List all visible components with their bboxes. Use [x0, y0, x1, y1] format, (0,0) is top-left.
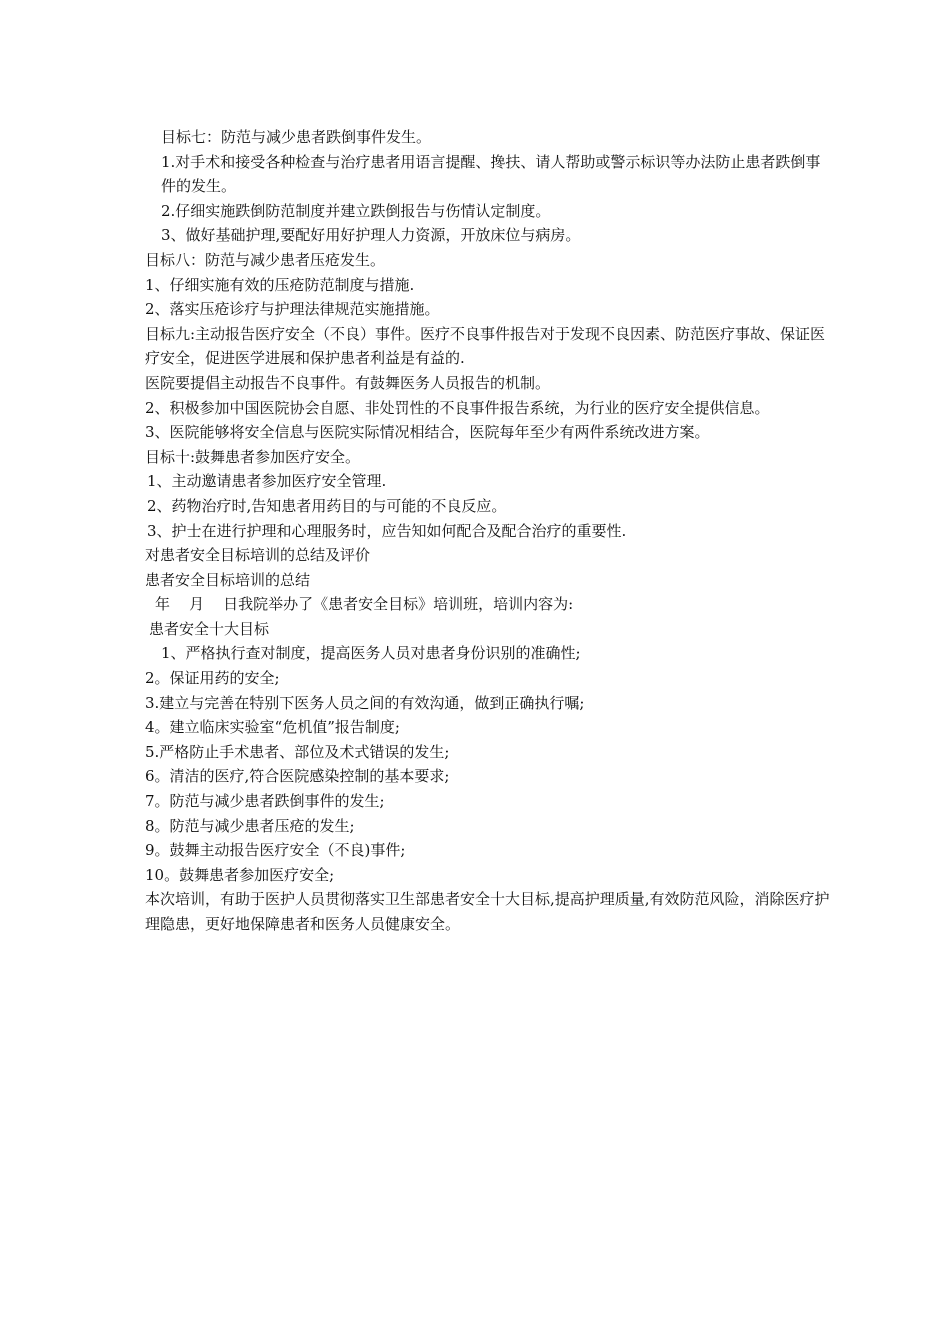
summary-title: 患者安全目标培训的总结	[145, 570, 311, 589]
goal-nine-heading: 目标九:主动报告医疗安全（不良）事件。医疗不良事件报告对于发现不良因素、防范医疗事故、保证医疗安全，促进医学进展和保护患者利益是有益的.	[145, 324, 826, 368]
ten-goals-item-8: 8。防范与减少患者压疮的发生;	[145, 816, 355, 835]
goal-seven-item-1: 1.对手术和接受各种检查与治疗患者用语言提醒、搀扶、请人帮助或警示标识等办法防止患者跌倒事件的发生。	[161, 152, 821, 196]
ten-goals-item-9: 9。鼓舞主动报告医疗安全（不良)事件;	[145, 841, 406, 860]
goal-eight-item-1: 1、仔细实施有效的压疮防范制度与措施.	[145, 275, 415, 294]
goal-seven-item-3: 3、做好基础护理,要配好用好护理人力资源，开放床位与病房。	[161, 226, 581, 245]
goal-eight-item-2: 2、落实压疮诊疗与护理法律规范实施措施。	[145, 300, 440, 319]
ten-goals-item-10: 10。鼓舞患者参加医疗安全;	[145, 865, 335, 884]
goal-ten-heading: 目标十:鼓舞患者参加医疗安全。	[145, 447, 361, 466]
closing-paragraph: 本次培训，有助于医护人员贯彻落实卫生部患者安全十大目标,提高护理质量,有效防范风险，消除医疗护理隐患，更好地保障患者和医务人员健康安全。	[145, 890, 830, 933]
goal-seven-heading: 目标七：防范与减少患者跌倒事件发生。	[161, 128, 432, 146]
goal-ten-item-2: 2、药物治疗时,告知患者用药目的与可能的不良反应。	[147, 496, 507, 515]
training-intro: 年 月 日我院举办了《患者安全目标》培训班，培训内容为:	[155, 595, 574, 614]
goal-nine-item-2: 2、积极参加中国医院协会自愿、非处罚性的不良事件报告系统，为行业的医疗安全提供信息。	[145, 398, 770, 417]
ten-goals-item-2: 2。保证用药的安全;	[145, 669, 280, 688]
ten-goals-heading: 患者安全十大目标	[149, 619, 270, 638]
goal-nine-item-3: 3、医院能够将安全信息与医院实际情况相结合，医院每年至少有两件系统改进方案。	[145, 423, 710, 442]
evaluation-title: 对患者安全目标培训的总结及评价	[145, 546, 371, 565]
document-body	[145, 125, 835, 937]
ten-goals-item-7: 7。防范与减少患者跌倒事件的发生;	[145, 792, 385, 811]
ten-goals-item-4: 4。建立临床实验室“危机值”报告制度;	[145, 718, 400, 737]
ten-goals-item-3: 3.建立与完善在特别下医务人员之间的有效沟通，做到正确执行嘱;	[145, 693, 585, 712]
goal-eight-heading: 目标八：防范与减少患者压疮发生。	[145, 250, 386, 269]
ten-goals-item-5: 5.严格防止手术患者、部位及术式错误的发生;	[145, 742, 450, 761]
goal-ten-item-1: 1、主动邀请患者参加医疗安全管理.	[147, 472, 387, 491]
ten-goals-item-6: 6。清洁的医疗,符合医院感染控制的基本要求;	[145, 767, 450, 786]
goal-ten-item-3: 3、护士在进行护理和心理服务时，应告知如何配合及配合治疗的重要性.	[147, 521, 627, 540]
goal-nine-item-1: 医院要提倡主动报告不良事件。有鼓舞医务人员报告的机制。	[145, 373, 551, 392]
ten-goals-item-1: 1、严格执行查对制度，提高医务人员对患者身份识别的准确性;	[161, 644, 581, 663]
goal-seven-item-2: 2.仔细实施跌倒防范制度并建立跌倒报告与伤情认定制度。	[161, 201, 551, 220]
